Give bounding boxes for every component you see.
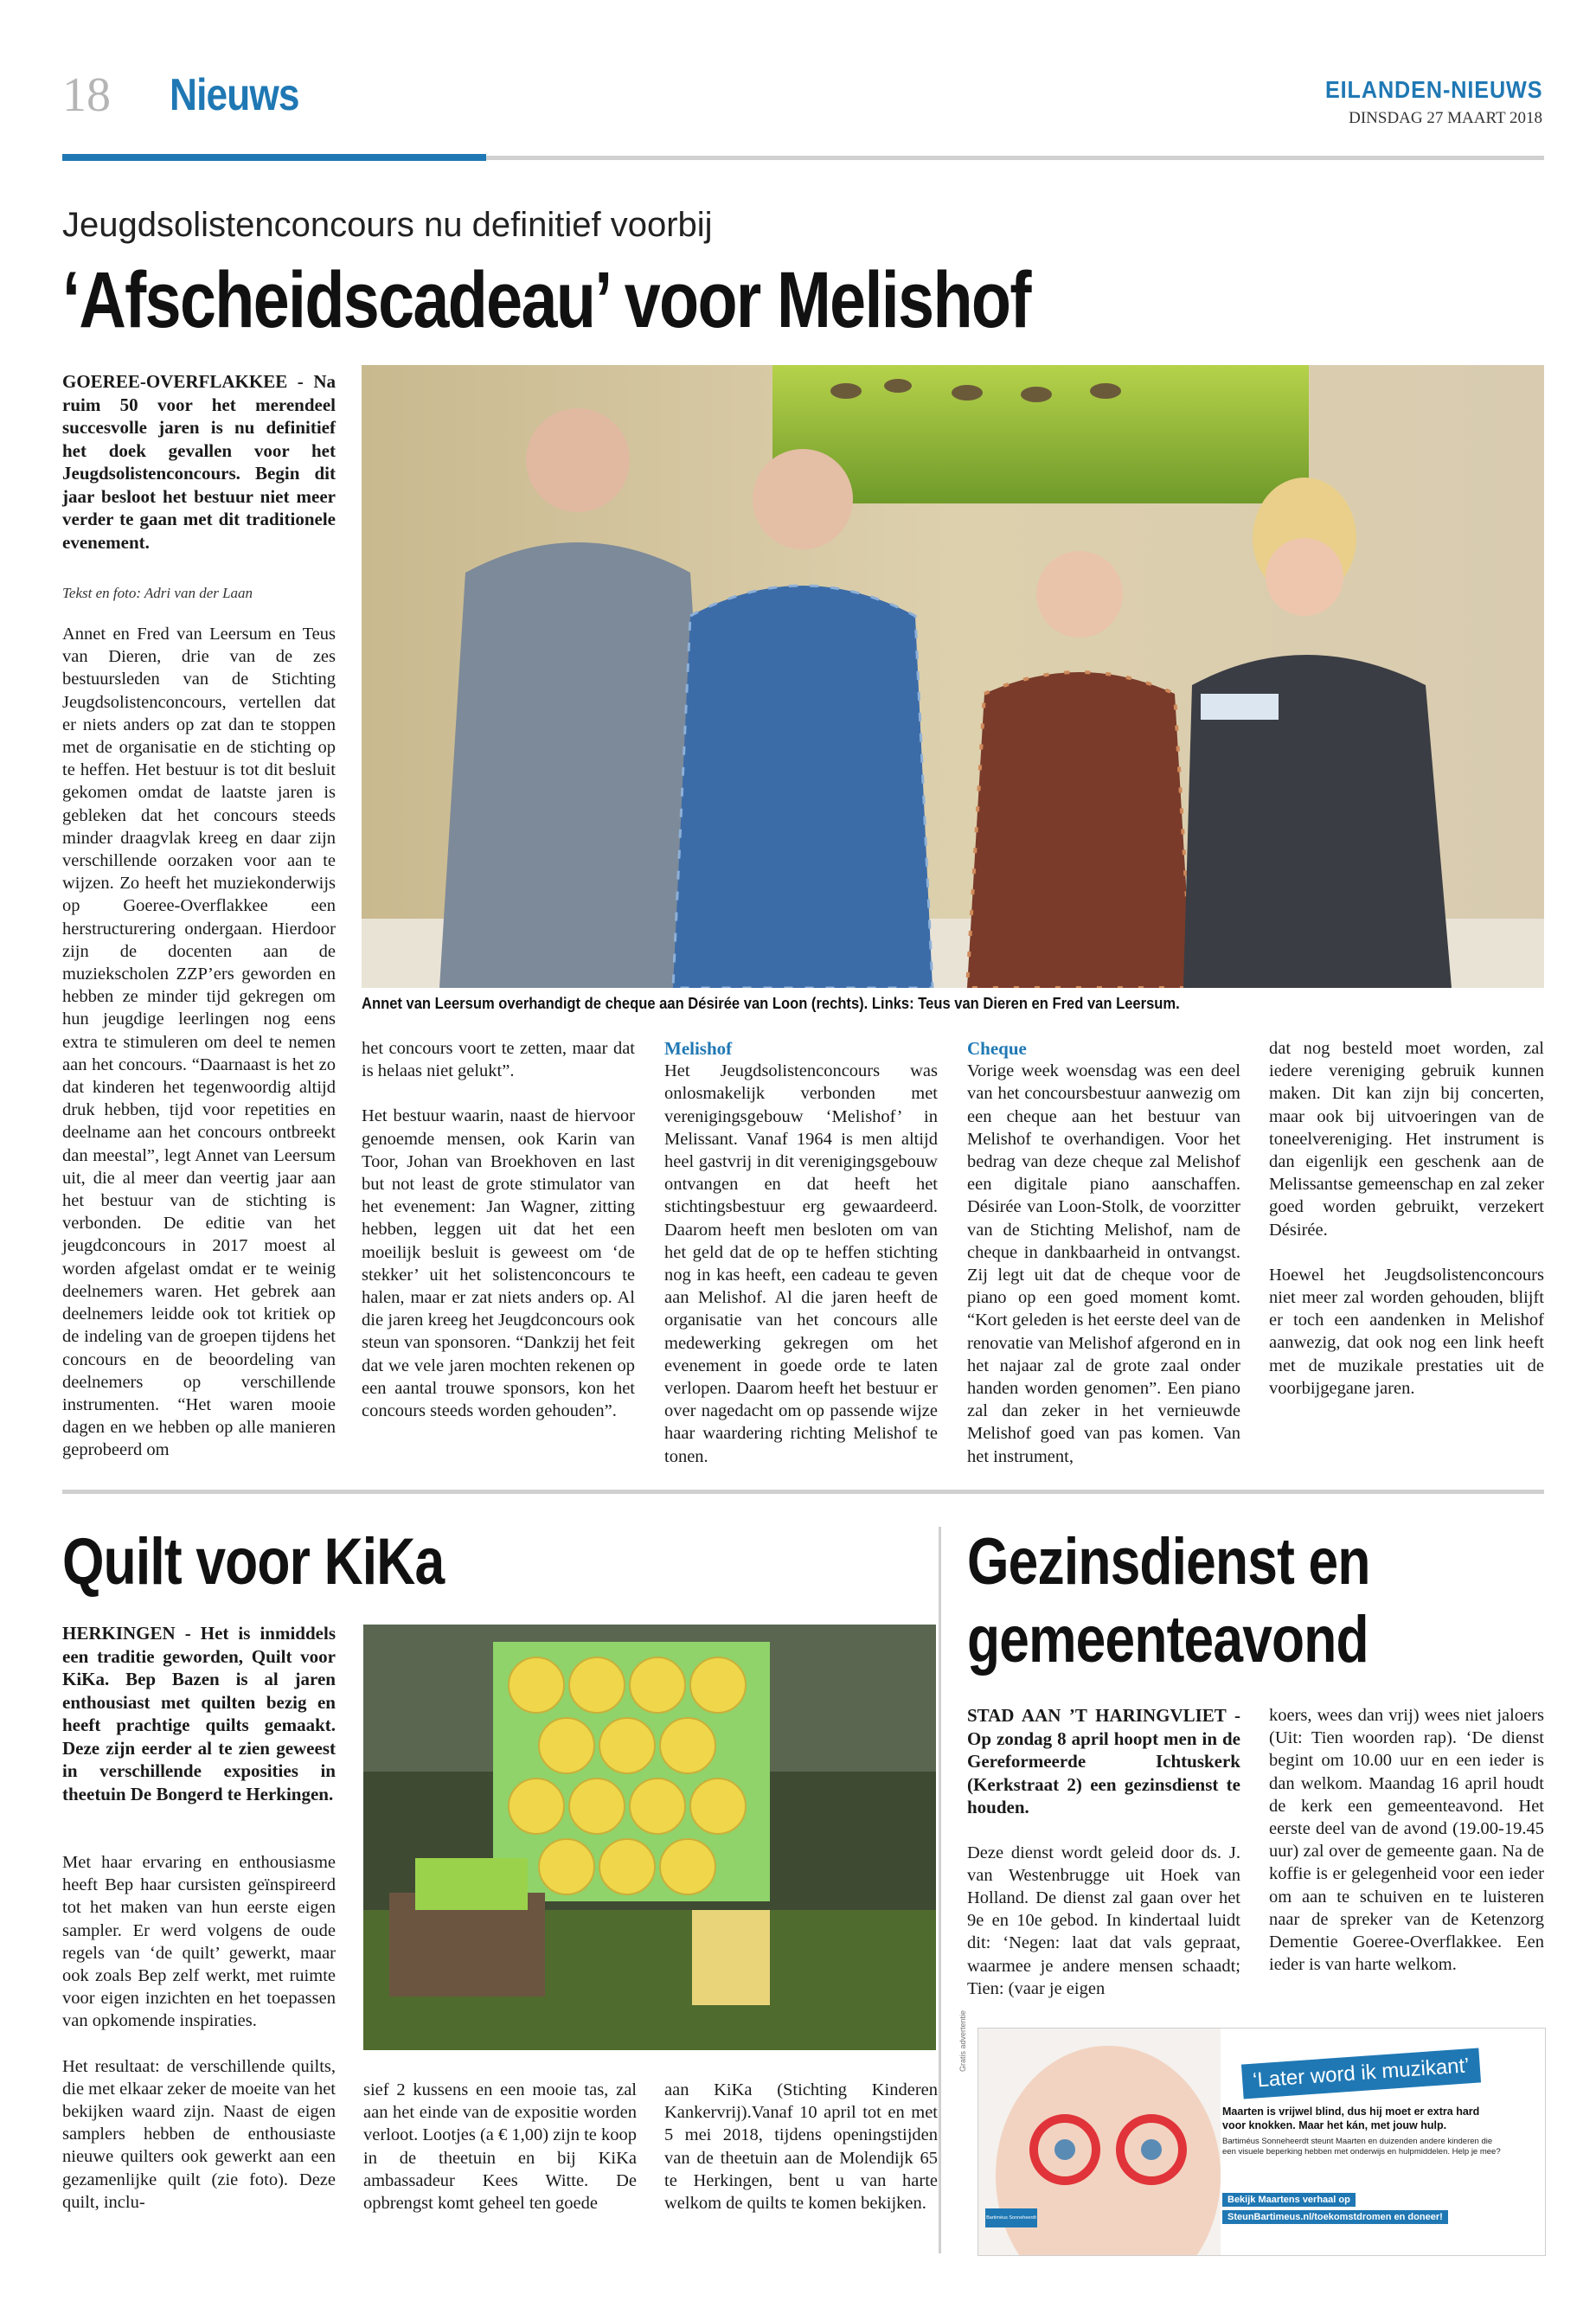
subhead: Melishof bbox=[664, 1038, 733, 1059]
paragraph: aan KiKa (Stichting Kinderen Kankervrij).Vanaf 10 april tot en met 5 mei 2018, tijdens openingstijden van de theetuin aan de Molendijk 65 te Herkingen, bent u van harte welkom de quilts te komen bekijken. bbox=[664, 2080, 938, 2214]
ad-bold-text: Maarten is vrijwel blind, dus hij moet er extra hard voor knokken. Maar het kán, met jouw hulp. bbox=[1222, 2106, 1480, 2131]
article-column-4 bbox=[967, 1037, 1240, 1468]
paragraph: Hoewel het Jeugdsolistenconcours niet meer zal worden gehouden, blijft er toch een aandenken in Melishof aanwezig, dat ook nog een link heeft met de muzikale prestaties uit de voorbijgegane jaren. bbox=[1269, 1265, 1544, 1398]
paragraph: sief 2 kussens en een mooie tas, zal aan het einde van de expositie worden verloot. Lootjes (a € 1,00) zijn te koop in de theetuin en bij KiKa ambassadeur Kees Witte. De opbrengst komt geheel ten goede bbox=[363, 2080, 637, 2214]
header-rule-accent bbox=[62, 154, 486, 161]
article-lead: HERKINGEN - Het is inmiddels een traditie geworden, Quilt voor KiKa. Bep Bazen is al jaren enthousiast met quilten bezig en heeft prachtige quilts gemaakt. Deze zijn eerder al te zien geweest in verschillende exposities in theetuin De Bongerd te Herkingen. bbox=[62, 1623, 336, 1804]
article-photo bbox=[362, 365, 1544, 988]
article-column-2 bbox=[362, 1037, 635, 1422]
paragraph: Het Jeugdsolistenconcours was onlosmakelijk verbonden met verenigingsgebouw ‘Melishof’ in Melissant. Vanaf 1964 is men altijd heel gastvrij in dit verenigingsgebouw ontvangen en dat heeft het stichtingsbestuur erg gewaardeerd. Daarom heeft men besloten om van het geld dat de op te heffen stichting nog in kas heeft, een cadeau te geven aan Melishof. Al die jaren heeft de organisatie van het concours alle medewerking gekregen om het evenement in goede orde te laten verlopen. Daarom heeft het bestuur er over nagedacht om op passende wijze haar waardering richting Melishof te tonen. bbox=[664, 1061, 938, 1466]
newspaper-logo: EILANDEN-NIEUWS bbox=[1324, 76, 1542, 103]
article-column-5 bbox=[1269, 1037, 1544, 1400]
article-column-3 bbox=[664, 2079, 938, 2214]
section-divider bbox=[62, 1490, 1544, 1494]
article-lead: STAD AAN ’T HARINGVLIET - Op zondag 8 april hoopt men in de Gereformeerde Ichtuskerk (Kerkstraat 2) een gezinsdienst te houden. bbox=[967, 1705, 1240, 1817]
paragraph: Vorige week woensdag was een deel van het concoursbestuur aanwezig om een cheque aan het bestuur van Melishof te overhandigen. Voor het bedrag van deze cheque zal Melishof een digitale piano aanschaffen. Désirée van Loon-Stolk, de voorzitter van de Stichting Melishof, nam de cheque in dankbaarheid in ontvangst. Zij legt uit dat de cheque voor de piano op een goed moment komt. “Kort geleden is het eerste deel van de renovatie van Melishof afgerond en in het najaar zal de grote zaal onder handen worden genomen”. Een piano zal dan zeker in het vernieuwde Melishof goed van pas komen. Van het instrument, bbox=[967, 1061, 1240, 1466]
paragraph: Met haar ervaring en enthousiasme heeft Bep haar cursisten geïnspireerd tot het maken van hun eerste eigen sampler. Er werd volgens de oude regels van ‘de quilt’ gewerkt, maar ook zoals Bep zelf werkt, met ruimte voor eigen inzichten en het toepassen van opkomende inspiraties. bbox=[62, 1853, 336, 2031]
header-rule bbox=[486, 156, 1544, 160]
issue-date: DINSDAG 27 MAART 2018 bbox=[1349, 109, 1542, 127]
article-headline: ‘Afscheidscadeau’ voor Melishof bbox=[62, 256, 1030, 344]
article-column-2 bbox=[1269, 1704, 1544, 1976]
section-title: Nieuws bbox=[170, 70, 299, 120]
paragraph: het concours voort te zetten, maar dat is helaas niet gelukt”. bbox=[362, 1039, 635, 1081]
photo-credit: Tekst en foto: Adri van der Laan bbox=[62, 585, 253, 601]
ad-cta-line-1[interactable]: Bekijk Maartens verhaal op bbox=[1222, 2193, 1356, 2207]
article-column-3 bbox=[664, 1037, 938, 1468]
article-column-1 bbox=[62, 1851, 336, 2214]
column-divider bbox=[939, 1527, 941, 2253]
article-headline: Quilt voor KiKa bbox=[62, 1525, 445, 1599]
ad-logo: Bartiméus Sonneheerdt bbox=[985, 2208, 1037, 2227]
paragraph: Annet en Fred van Leersum en Teus van Dieren, drie van de zes bestuursleden van de Stichting Jeugdsolistenconcours, vertellen dat er niets anders op zat dan te stoppen met de organisatie en de stichting op te heffen. Het bestuur is tot dit besluit gekomen omdat de laatste jaren is gebleken dat het concours steeds minder draagvlak kreeg en daar zijn verschillende oorzaken voor aan te wijzen. Zo heeft het muziekonderwijs op Goeree-Overflakkee een herstructurering ondergaan. Hierdoor zijn de docenten aan de muziekscholen ZZP’ers geworden en hebben ze minder tijd gekregen om hun jeugdige leerlingen nog eens extra te stimuleren om deel te nemen aan het concours. “Daarnaast is het zo dat kinderen het tegenwoordig altijd druk hebben, tijd voor repetities en deelname aan het concours ontbreekt dan meestal”, legt Annet van Leersum uit, die al meer dan veertig jaar aan het bestuur van de stichting is verbonden. De editie van het jeugdconcours in 2017 moest al worden afgelast omdat er te weinig deelnemers waren. Het gebrek aan deelnemers leidde ook tot kritiek op de indeling van de groepen tijdens het concours en de beoordeling van deelnemers op verschillende instrumenten. “Het waren mooie dagen en we hebben op alle manieren geprobeerd om bbox=[62, 625, 336, 1460]
paragraph: Het bestuur waarin, naast de hiervoor genoemde mensen, ook Karin van Toor, Johan van Broekhoven en last but not least de grote stimulator van het evenement: Jan Wagner, zitting hebben, leggen uit dat het een moeilijk besluit is geweest om ‘de stekker’ uit het solistenconcours te halen, maar er zat niets anders op. Al die jaren kreeg het Jeugdconcours ook steun van sponsoren. “Dankzij het feit dat we vele jaren mochten rekenen op een aantal trouwe sponsors, kon het concours steeds worden gehouden”. bbox=[362, 1106, 635, 1421]
page-number: 18 bbox=[62, 68, 111, 122]
quilt-photo bbox=[363, 1625, 936, 2050]
article-column-1 bbox=[967, 1704, 1240, 2000]
article-kicker: Jeugdsolistenconcours nu definitief voorbij bbox=[62, 206, 713, 244]
paragraph: Het resultaat: de verschillende quilts, die met elkaar zeker de moeite van het bekijken waard zijn. Naast de eigen samplers hebben de enthousiaste nieuwe quilters ook gewerkt aan een gezamenlijke quilt (zie foto). Deze quilt, inclu- bbox=[62, 2056, 336, 2212]
article-column-1 bbox=[62, 623, 336, 1462]
advertisement bbox=[977, 2028, 1546, 2256]
article-lead: GOEREE-OVERFLAKKEE - Na ruim 50 voor het merendeel succesvolle jaren is nu definitief het doek gevallen voor het Jeugdsolistenconcours. Begin dit jaar besloot het bestuur niet meer verder te gaan met dit traditionele evenement. bbox=[62, 371, 336, 553]
paragraph: koers, wees dan vrij) wees niet jaloers (Uit: Tien woorden rap). ‘De dienst begint om 10.00 uur en een ieder is dan welkom. Maandag 16 april houdt de kerk een gemeenteavond. Het eerste deel van de avond (19.00-19.45 uur) zal over de gemeente gaan. Na de koffie is er gelegenheid voor een ieder om aan te schuiven en te luisteren naar de spreker van de Ketenzorg Dementie Goeree-Overflakkee. Een ieder is van harte welkom. bbox=[1269, 1706, 1544, 1975]
article-column-2 bbox=[363, 2079, 637, 2214]
ad-banner: ‘Later word ik muzikant’ bbox=[1241, 2048, 1481, 2099]
ad-small-text: Bartiméus Sonneheerdt steunt Maarten en duizenden andere kinderen die een visuele beperking hebben met onderwijs en hulpmiddelen. Help je mee? bbox=[1222, 2137, 1501, 2157]
group-photo-illustration bbox=[362, 365, 1544, 988]
article-headline-line-2: gemeenteavond bbox=[967, 1603, 1368, 1676]
photo-caption: Annet van Leersum overhandigt de cheque aan Désirée van Loon (rechts). Links: Teus van Dieren en Fred van Leersum. bbox=[362, 995, 1180, 1012]
quilt-photo-illustration bbox=[363, 1625, 936, 2050]
article-headline-line-1: Gezinsdienst en bbox=[967, 1525, 1370, 1599]
subhead: Cheque bbox=[967, 1038, 1027, 1059]
ad-label: Gratis advertentie bbox=[958, 2009, 967, 2072]
paragraph: Deze dienst wordt geleid door ds. J. van Westenbrugge uit Hoek van Holland. De dienst zal gaan over het 9e en 10e gebod. In kindertaal luidt dit: ‘Negen: laat dat vals gepraat, waarmee je andere mensen schaadt; Tien: (vaar je eigen bbox=[967, 1843, 1240, 1998]
ad-cta-link[interactable]: SteunBartimeus.nl/toekomstdromen en doneer! bbox=[1222, 2210, 1448, 2224]
paragraph: dat nog besteld moet worden, zal iedere vereniging gebruik kunnen maken. Dit kan zijn bij concerten, maar ook bij uitvoeringen van de toneelvereniging. Het instrument is dan eigenlijk een geschenk aan de Melissantse gemeenschap en zal zeker goed worden gebruikt, verzekert Désirée. bbox=[1269, 1039, 1544, 1240]
